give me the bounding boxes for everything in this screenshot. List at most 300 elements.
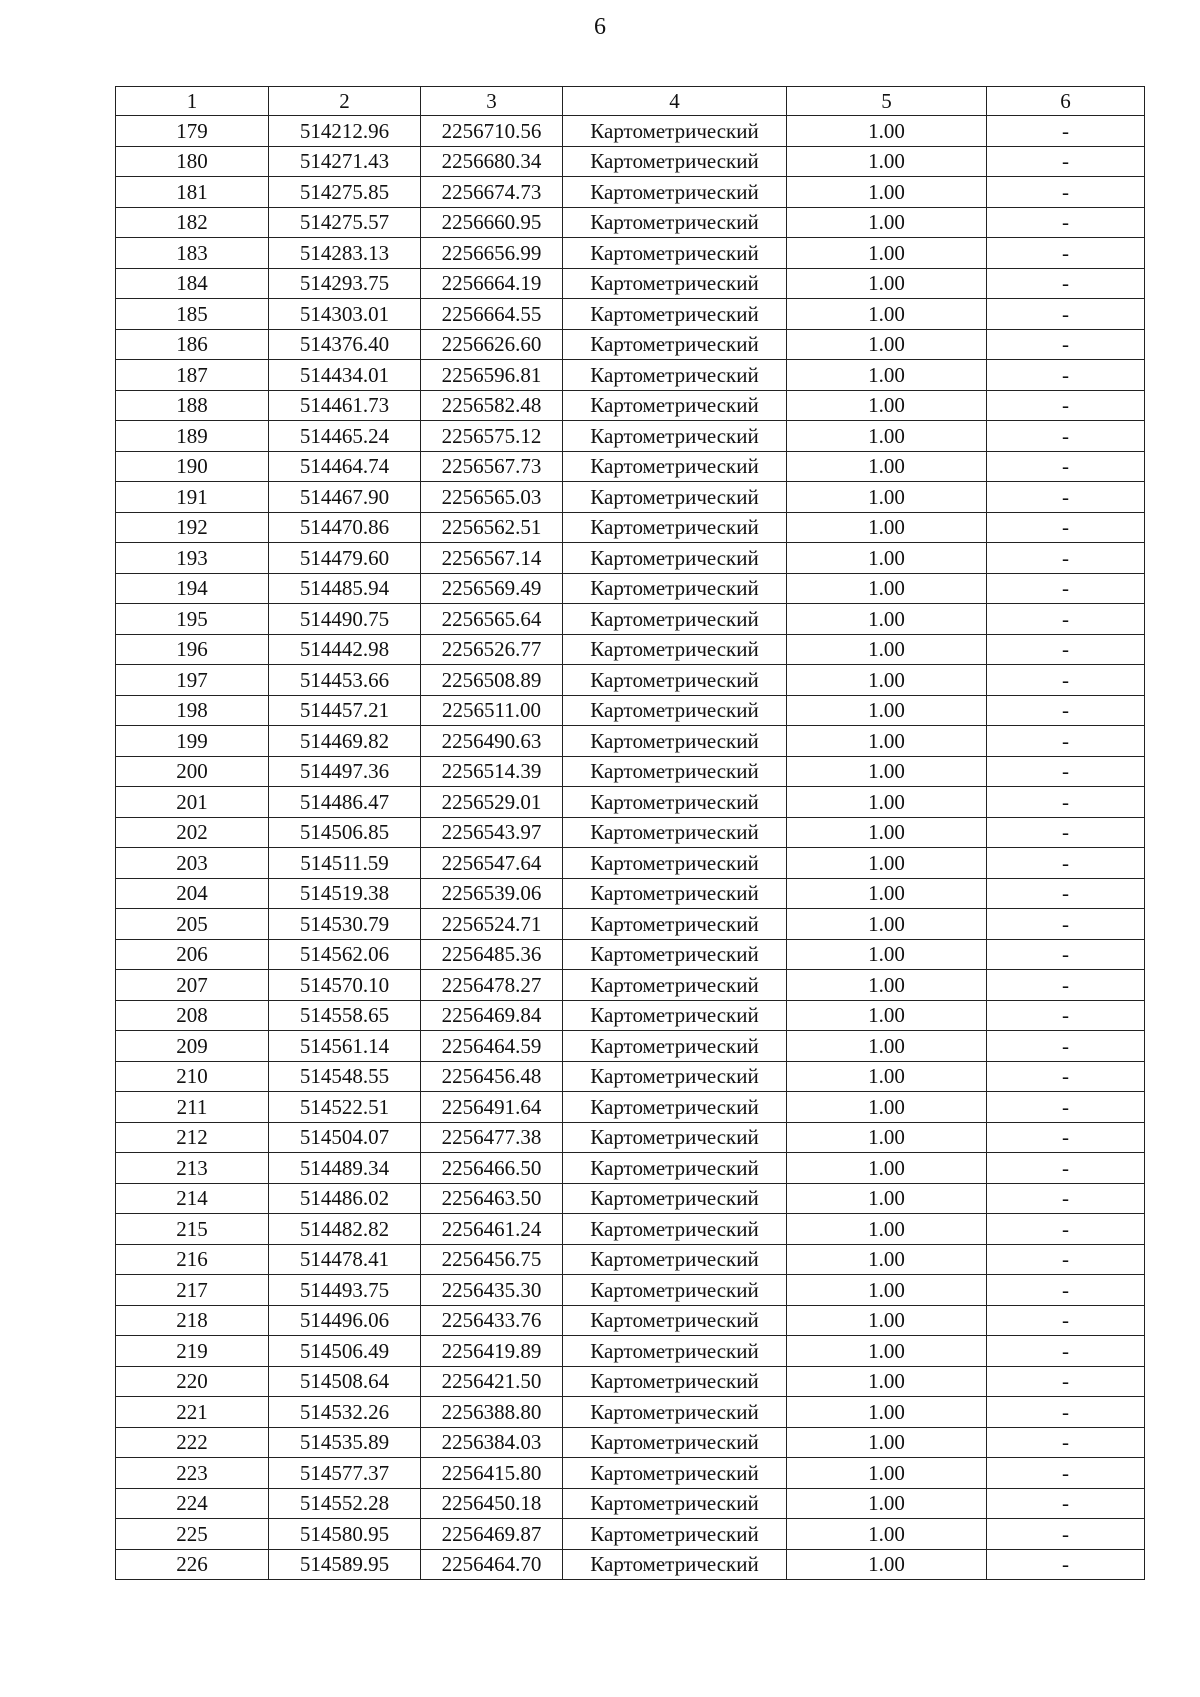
x-coordinate-cell: 514506.85 — [269, 817, 421, 848]
column-header: 4 — [563, 87, 787, 116]
description-cell: - — [987, 177, 1145, 208]
x-coordinate-cell: 514453.66 — [269, 665, 421, 696]
y-coordinate-cell: 2256680.34 — [421, 146, 563, 177]
x-coordinate-cell: 514479.60 — [269, 543, 421, 574]
y-coordinate-cell: 2256469.87 — [421, 1519, 563, 1550]
y-coordinate-cell: 2256567.14 — [421, 543, 563, 574]
table-row — [116, 970, 1145, 1001]
y-coordinate-cell: 2256466.50 — [421, 1153, 563, 1184]
description-cell: - — [987, 1244, 1145, 1275]
method-cell: Картометрический — [563, 207, 787, 238]
point-number-cell: 216 — [116, 1244, 269, 1275]
accuracy-cell: 1.00 — [787, 360, 987, 391]
x-coordinate-cell: 514589.95 — [269, 1549, 421, 1580]
point-number-cell: 180 — [116, 146, 269, 177]
accuracy-cell: 1.00 — [787, 665, 987, 696]
accuracy-cell: 1.00 — [787, 1122, 987, 1153]
method-cell: Картометрический — [563, 787, 787, 818]
x-coordinate-cell: 514275.85 — [269, 177, 421, 208]
description-cell: - — [987, 1458, 1145, 1489]
accuracy-cell: 1.00 — [787, 1397, 987, 1428]
table-row — [116, 512, 1145, 543]
description-cell: - — [987, 512, 1145, 543]
description-cell: - — [987, 207, 1145, 238]
table-row — [116, 1519, 1145, 1550]
x-coordinate-cell: 514504.07 — [269, 1122, 421, 1153]
y-coordinate-cell: 2256660.95 — [421, 207, 563, 238]
point-number-cell: 204 — [116, 878, 269, 909]
method-cell: Картометрический — [563, 1275, 787, 1306]
description-cell: - — [987, 939, 1145, 970]
point-number-cell: 190 — [116, 451, 269, 482]
table-row — [116, 1244, 1145, 1275]
method-cell: Картометрический — [563, 421, 787, 452]
y-coordinate-cell: 2256567.73 — [421, 451, 563, 482]
point-number-cell: 217 — [116, 1275, 269, 1306]
y-coordinate-cell: 2256464.59 — [421, 1031, 563, 1062]
point-number-cell: 184 — [116, 268, 269, 299]
table-row — [116, 573, 1145, 604]
accuracy-cell: 1.00 — [787, 482, 987, 513]
page-number: 6 — [594, 14, 606, 40]
point-number-cell: 218 — [116, 1305, 269, 1336]
table-row — [116, 878, 1145, 909]
x-coordinate-cell: 514486.02 — [269, 1183, 421, 1214]
table-row — [116, 268, 1145, 299]
method-cell: Картометрический — [563, 116, 787, 147]
x-coordinate-cell: 514469.82 — [269, 726, 421, 757]
x-coordinate-cell: 514489.34 — [269, 1153, 421, 1184]
table-row — [116, 1305, 1145, 1336]
description-cell: - — [987, 1122, 1145, 1153]
description-cell: - — [987, 268, 1145, 299]
description-cell: - — [987, 1336, 1145, 1367]
accuracy-cell: 1.00 — [787, 512, 987, 543]
point-number-cell: 183 — [116, 238, 269, 269]
point-number-cell: 208 — [116, 1000, 269, 1031]
description-cell: - — [987, 360, 1145, 391]
accuracy-cell: 1.00 — [787, 116, 987, 147]
point-number-cell: 179 — [116, 116, 269, 147]
y-coordinate-cell: 2256384.03 — [421, 1427, 563, 1458]
x-coordinate-cell: 514486.47 — [269, 787, 421, 818]
description-cell: - — [987, 878, 1145, 909]
table-row — [116, 390, 1145, 421]
x-coordinate-cell: 514376.40 — [269, 329, 421, 360]
description-cell: - — [987, 1183, 1145, 1214]
point-number-cell: 187 — [116, 360, 269, 391]
table-row — [116, 207, 1145, 238]
accuracy-cell: 1.00 — [787, 878, 987, 909]
description-cell: - — [987, 1031, 1145, 1062]
accuracy-cell: 1.00 — [787, 390, 987, 421]
method-cell: Картометрический — [563, 390, 787, 421]
method-cell: Картометрический — [563, 1061, 787, 1092]
table-row — [116, 543, 1145, 574]
point-number-cell: 186 — [116, 329, 269, 360]
point-number-cell: 196 — [116, 634, 269, 665]
method-cell: Картометрический — [563, 1458, 787, 1489]
accuracy-cell: 1.00 — [787, 1061, 987, 1092]
table-row — [116, 726, 1145, 757]
table-row — [116, 1275, 1145, 1306]
y-coordinate-cell: 2256508.89 — [421, 665, 563, 696]
y-coordinate-cell: 2256626.60 — [421, 329, 563, 360]
x-coordinate-cell: 514519.38 — [269, 878, 421, 909]
column-header: 1 — [116, 87, 269, 116]
method-cell: Картометрический — [563, 1031, 787, 1062]
accuracy-cell: 1.00 — [787, 543, 987, 574]
description-cell: - — [987, 695, 1145, 726]
table-row — [116, 360, 1145, 391]
point-number-cell: 210 — [116, 1061, 269, 1092]
accuracy-cell: 1.00 — [787, 1366, 987, 1397]
y-coordinate-cell: 2256415.80 — [421, 1458, 563, 1489]
accuracy-cell: 1.00 — [787, 177, 987, 208]
method-cell: Картометрический — [563, 848, 787, 879]
point-number-cell: 191 — [116, 482, 269, 513]
description-cell: - — [987, 1061, 1145, 1092]
accuracy-cell: 1.00 — [787, 1214, 987, 1245]
point-number-cell: 214 — [116, 1183, 269, 1214]
description-cell: - — [987, 970, 1145, 1001]
method-cell: Картометрический — [563, 1519, 787, 1550]
description-cell: - — [987, 1366, 1145, 1397]
method-cell: Картометрический — [563, 1214, 787, 1245]
point-number-cell: 222 — [116, 1427, 269, 1458]
x-coordinate-cell: 514485.94 — [269, 573, 421, 604]
table-row — [116, 1183, 1145, 1214]
y-coordinate-cell: 2256421.50 — [421, 1366, 563, 1397]
point-number-cell: 182 — [116, 207, 269, 238]
y-coordinate-cell: 2256524.71 — [421, 909, 563, 940]
x-coordinate-cell: 514465.24 — [269, 421, 421, 452]
description-cell: - — [987, 451, 1145, 482]
description-cell: - — [987, 543, 1145, 574]
accuracy-cell: 1.00 — [787, 238, 987, 269]
method-cell: Картометрический — [563, 939, 787, 970]
x-coordinate-cell: 514461.73 — [269, 390, 421, 421]
method-cell: Картометрический — [563, 1183, 787, 1214]
point-number-cell: 197 — [116, 665, 269, 696]
accuracy-cell: 1.00 — [787, 207, 987, 238]
y-coordinate-cell: 2256463.50 — [421, 1183, 563, 1214]
x-coordinate-cell: 514482.82 — [269, 1214, 421, 1245]
method-cell: Картометрический — [563, 573, 787, 604]
method-cell: Картометрический — [563, 177, 787, 208]
x-coordinate-cell: 514580.95 — [269, 1519, 421, 1550]
description-cell: - — [987, 573, 1145, 604]
point-number-cell: 205 — [116, 909, 269, 940]
description-cell: - — [987, 665, 1145, 696]
table-row — [116, 116, 1145, 147]
point-number-cell: 188 — [116, 390, 269, 421]
y-coordinate-cell: 2256433.76 — [421, 1305, 563, 1336]
accuracy-cell: 1.00 — [787, 1519, 987, 1550]
y-coordinate-cell: 2256565.64 — [421, 604, 563, 635]
point-number-cell: 220 — [116, 1366, 269, 1397]
x-coordinate-cell: 514532.26 — [269, 1397, 421, 1428]
coordinates-table — [115, 86, 1145, 1580]
method-cell: Картометрический — [563, 1305, 787, 1336]
accuracy-cell: 1.00 — [787, 329, 987, 360]
column-header: 5 — [787, 87, 987, 116]
accuracy-cell: 1.00 — [787, 451, 987, 482]
x-coordinate-cell: 514535.89 — [269, 1427, 421, 1458]
description-cell: - — [987, 116, 1145, 147]
y-coordinate-cell: 2256490.63 — [421, 726, 563, 757]
column-header: 2 — [269, 87, 421, 116]
method-cell: Картометрический — [563, 1336, 787, 1367]
point-number-cell: 213 — [116, 1153, 269, 1184]
point-number-cell: 181 — [116, 177, 269, 208]
table-row — [116, 451, 1145, 482]
method-cell: Картометрический — [563, 1092, 787, 1123]
accuracy-cell: 1.00 — [787, 1427, 987, 1458]
table-row — [116, 695, 1145, 726]
y-coordinate-cell: 2256526.77 — [421, 634, 563, 665]
x-coordinate-cell: 514271.43 — [269, 146, 421, 177]
x-coordinate-cell: 514570.10 — [269, 970, 421, 1001]
table-row — [116, 1122, 1145, 1153]
accuracy-cell: 1.00 — [787, 573, 987, 604]
accuracy-cell: 1.00 — [787, 848, 987, 879]
x-coordinate-cell: 514562.06 — [269, 939, 421, 970]
table-row — [116, 421, 1145, 452]
x-coordinate-cell: 514496.06 — [269, 1305, 421, 1336]
accuracy-cell: 1.00 — [787, 1458, 987, 1489]
accuracy-cell: 1.00 — [787, 421, 987, 452]
x-coordinate-cell: 514493.75 — [269, 1275, 421, 1306]
y-coordinate-cell: 2256464.70 — [421, 1549, 563, 1580]
method-cell: Картометрический — [563, 451, 787, 482]
method-cell: Картометрический — [563, 1488, 787, 1519]
y-coordinate-cell: 2256710.56 — [421, 116, 563, 147]
table-row — [116, 1336, 1145, 1367]
y-coordinate-cell: 2256514.39 — [421, 756, 563, 787]
point-number-cell: 200 — [116, 756, 269, 787]
accuracy-cell: 1.00 — [787, 695, 987, 726]
accuracy-cell: 1.00 — [787, 1336, 987, 1367]
table-row — [116, 482, 1145, 513]
table-row — [116, 817, 1145, 848]
column-header: 3 — [421, 87, 563, 116]
description-cell: - — [987, 756, 1145, 787]
point-number-cell: 195 — [116, 604, 269, 635]
accuracy-cell: 1.00 — [787, 299, 987, 330]
x-coordinate-cell: 514303.01 — [269, 299, 421, 330]
point-number-cell: 203 — [116, 848, 269, 879]
x-coordinate-cell: 514548.55 — [269, 1061, 421, 1092]
point-number-cell: 199 — [116, 726, 269, 757]
table-row — [116, 1458, 1145, 1489]
point-number-cell: 223 — [116, 1458, 269, 1489]
y-coordinate-cell: 2256547.64 — [421, 848, 563, 879]
description-cell: - — [987, 1397, 1145, 1428]
method-cell: Картометрический — [563, 329, 787, 360]
y-coordinate-cell: 2256456.75 — [421, 1244, 563, 1275]
y-coordinate-cell: 2256565.03 — [421, 482, 563, 513]
table-row — [116, 1092, 1145, 1123]
description-cell: - — [987, 909, 1145, 940]
method-cell: Картометрический — [563, 756, 787, 787]
point-number-cell: 206 — [116, 939, 269, 970]
point-number-cell: 185 — [116, 299, 269, 330]
description-cell: - — [987, 238, 1145, 269]
x-coordinate-cell: 514497.36 — [269, 756, 421, 787]
table-row — [116, 1000, 1145, 1031]
table-row — [116, 1366, 1145, 1397]
table-row — [116, 1153, 1145, 1184]
description-cell: - — [987, 329, 1145, 360]
x-coordinate-cell: 514464.74 — [269, 451, 421, 482]
method-cell: Картометрический — [563, 1122, 787, 1153]
y-coordinate-cell: 2256664.55 — [421, 299, 563, 330]
point-number-cell: 209 — [116, 1031, 269, 1062]
method-cell: Картометрический — [563, 695, 787, 726]
table-row — [116, 299, 1145, 330]
y-coordinate-cell: 2256435.30 — [421, 1275, 563, 1306]
table-row — [116, 146, 1145, 177]
point-number-cell: 221 — [116, 1397, 269, 1428]
method-cell: Картометрический — [563, 634, 787, 665]
method-cell: Картометрический — [563, 512, 787, 543]
table-row — [116, 634, 1145, 665]
method-cell: Картометрический — [563, 970, 787, 1001]
accuracy-cell: 1.00 — [787, 1305, 987, 1336]
method-cell: Картометрический — [563, 665, 787, 696]
description-cell: - — [987, 817, 1145, 848]
table-row — [116, 1397, 1145, 1428]
method-cell: Картометрический — [563, 360, 787, 391]
x-coordinate-cell: 514506.49 — [269, 1336, 421, 1367]
x-coordinate-cell: 514275.57 — [269, 207, 421, 238]
method-cell: Картометрический — [563, 1366, 787, 1397]
x-coordinate-cell: 514283.13 — [269, 238, 421, 269]
table-row — [116, 238, 1145, 269]
accuracy-cell: 1.00 — [787, 1183, 987, 1214]
x-coordinate-cell: 514558.65 — [269, 1000, 421, 1031]
accuracy-cell: 1.00 — [787, 1153, 987, 1184]
accuracy-cell: 1.00 — [787, 604, 987, 635]
description-cell: - — [987, 146, 1145, 177]
description-cell: - — [987, 1519, 1145, 1550]
x-coordinate-cell: 514552.28 — [269, 1488, 421, 1519]
table-row — [116, 177, 1145, 208]
x-coordinate-cell: 514434.01 — [269, 360, 421, 391]
table-row — [116, 1549, 1145, 1580]
x-coordinate-cell: 514577.37 — [269, 1458, 421, 1489]
accuracy-cell: 1.00 — [787, 970, 987, 1001]
accuracy-cell: 1.00 — [787, 1000, 987, 1031]
method-cell: Картометрический — [563, 268, 787, 299]
accuracy-cell: 1.00 — [787, 909, 987, 940]
accuracy-cell: 1.00 — [787, 268, 987, 299]
description-cell: - — [987, 1549, 1145, 1580]
y-coordinate-cell: 2256478.27 — [421, 970, 563, 1001]
description-cell: - — [987, 421, 1145, 452]
y-coordinate-cell: 2256529.01 — [421, 787, 563, 818]
y-coordinate-cell: 2256569.49 — [421, 573, 563, 604]
header-row — [116, 87, 1145, 116]
accuracy-cell: 1.00 — [787, 1244, 987, 1275]
table-row — [116, 939, 1145, 970]
description-cell: - — [987, 1214, 1145, 1245]
description-cell: - — [987, 390, 1145, 421]
accuracy-cell: 1.00 — [787, 1031, 987, 1062]
x-coordinate-cell: 514530.79 — [269, 909, 421, 940]
point-number-cell: 201 — [116, 787, 269, 818]
description-cell: - — [987, 634, 1145, 665]
description-cell: - — [987, 1427, 1145, 1458]
point-number-cell: 202 — [116, 817, 269, 848]
y-coordinate-cell: 2256656.99 — [421, 238, 563, 269]
table-row — [116, 909, 1145, 940]
x-coordinate-cell: 514470.86 — [269, 512, 421, 543]
y-coordinate-cell: 2256562.51 — [421, 512, 563, 543]
method-cell: Картометрический — [563, 1549, 787, 1580]
point-number-cell: 189 — [116, 421, 269, 452]
method-cell: Картометрический — [563, 1244, 787, 1275]
y-coordinate-cell: 2256511.00 — [421, 695, 563, 726]
table-row — [116, 848, 1145, 879]
x-coordinate-cell: 514212.96 — [269, 116, 421, 147]
point-number-cell: 212 — [116, 1122, 269, 1153]
point-number-cell: 219 — [116, 1336, 269, 1367]
accuracy-cell: 1.00 — [787, 1549, 987, 1580]
description-cell: - — [987, 1153, 1145, 1184]
table-header — [116, 87, 1145, 116]
accuracy-cell: 1.00 — [787, 939, 987, 970]
table-row — [116, 665, 1145, 696]
table-row — [116, 604, 1145, 635]
y-coordinate-cell: 2256674.73 — [421, 177, 563, 208]
table-row — [116, 1061, 1145, 1092]
method-cell: Картометрический — [563, 1000, 787, 1031]
table-row — [116, 1031, 1145, 1062]
method-cell: Картометрический — [563, 543, 787, 574]
method-cell: Картометрический — [563, 299, 787, 330]
y-coordinate-cell: 2256450.18 — [421, 1488, 563, 1519]
method-cell: Картометрический — [563, 817, 787, 848]
method-cell: Картометрический — [563, 1153, 787, 1184]
y-coordinate-cell: 2256477.38 — [421, 1122, 563, 1153]
method-cell: Картометрический — [563, 1397, 787, 1428]
description-cell: - — [987, 1000, 1145, 1031]
description-cell: - — [987, 1092, 1145, 1123]
table-body — [116, 116, 1145, 1580]
accuracy-cell: 1.00 — [787, 1092, 987, 1123]
y-coordinate-cell: 2256419.89 — [421, 1336, 563, 1367]
y-coordinate-cell: 2256582.48 — [421, 390, 563, 421]
method-cell: Картометрический — [563, 238, 787, 269]
table-row — [116, 329, 1145, 360]
point-number-cell: 226 — [116, 1549, 269, 1580]
y-coordinate-cell: 2256485.36 — [421, 939, 563, 970]
accuracy-cell: 1.00 — [787, 146, 987, 177]
point-number-cell: 211 — [116, 1092, 269, 1123]
accuracy-cell: 1.00 — [787, 726, 987, 757]
y-coordinate-cell: 2256491.64 — [421, 1092, 563, 1123]
description-cell: - — [987, 1488, 1145, 1519]
y-coordinate-cell: 2256388.80 — [421, 1397, 563, 1428]
column-header: 6 — [987, 87, 1145, 116]
point-number-cell: 215 — [116, 1214, 269, 1245]
method-cell: Картометрический — [563, 726, 787, 757]
point-number-cell: 192 — [116, 512, 269, 543]
method-cell: Картометрический — [563, 482, 787, 513]
table-row — [116, 1214, 1145, 1245]
